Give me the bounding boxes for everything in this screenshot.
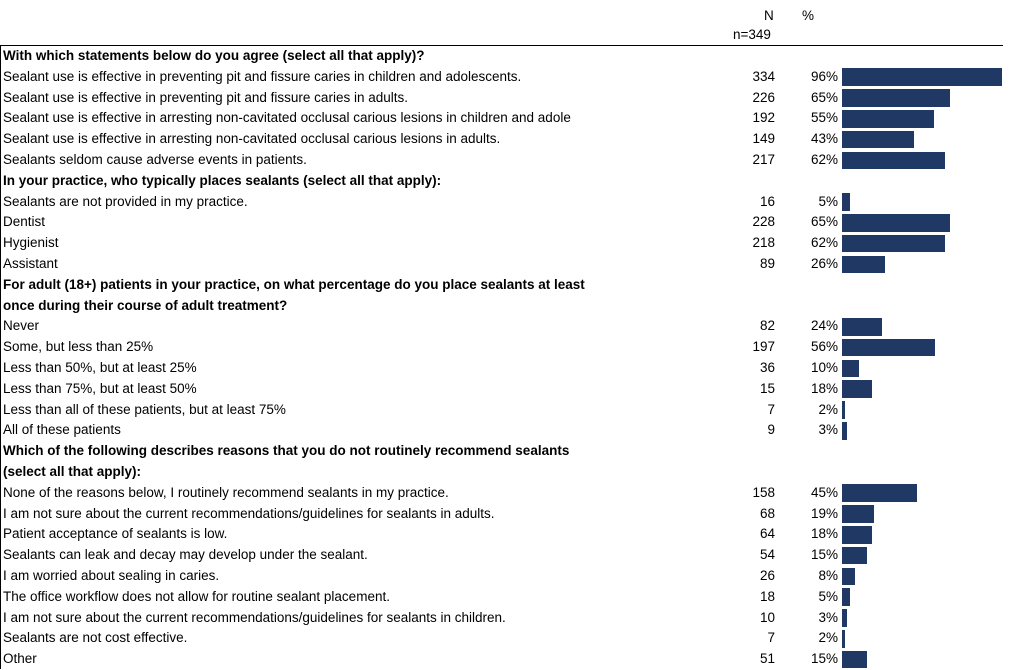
- percent-bar: [842, 505, 874, 523]
- count-value: 192: [752, 110, 775, 126]
- table-row: [0, 233, 1024, 254]
- table-row: [0, 587, 1024, 608]
- table-row: [0, 337, 1024, 358]
- percent-label: 2%: [818, 401, 838, 417]
- section-header-row: [0, 296, 1024, 317]
- percent-label: 18%: [810, 526, 838, 542]
- table-row: [0, 400, 1024, 421]
- percent-bar: [842, 526, 872, 544]
- percent-bar: [842, 193, 850, 211]
- percent-bar: [842, 152, 945, 170]
- count-value: 228: [752, 214, 775, 230]
- percent-bar: [842, 609, 847, 627]
- percent-bar: [842, 422, 847, 440]
- row-label: Less than all of these patients, but at least 75%: [3, 401, 286, 417]
- table-row: [0, 358, 1024, 379]
- row-label: Never: [3, 318, 40, 334]
- percent-label: 96%: [810, 68, 838, 84]
- section-header-row: [0, 462, 1024, 483]
- table-row: [0, 524, 1024, 545]
- percent-label: 65%: [810, 89, 838, 105]
- row-label: All of these patients: [3, 422, 121, 438]
- count-value: 51: [759, 651, 775, 667]
- count-value: 64: [759, 526, 775, 542]
- table-row: [0, 420, 1024, 441]
- table-row: [0, 108, 1024, 129]
- count-value: 15: [759, 380, 775, 396]
- percent-label: 62%: [810, 235, 838, 251]
- row-label: Some, but less than 25%: [3, 339, 154, 355]
- percent-bar: [842, 89, 950, 107]
- count-value: 7: [767, 401, 775, 417]
- percent-label: 18%: [810, 380, 838, 396]
- count-value: 82: [759, 318, 775, 334]
- percent-label: 55%: [810, 110, 838, 126]
- table-row: [0, 545, 1024, 566]
- percent-bar: [842, 131, 914, 149]
- n-column-header: N: [764, 8, 774, 23]
- percent-label: 3%: [818, 609, 838, 625]
- count-value: 197: [752, 339, 775, 355]
- row-label: Sealants seldom cause adverse events in patients.: [3, 152, 307, 167]
- row-label: I am not sure about the current recommendations/guidelines for sealants in adults.: [3, 505, 495, 521]
- row-label: Dentist: [3, 214, 46, 230]
- row-label: Other: [3, 651, 37, 667]
- percent-label: 62%: [810, 152, 838, 167]
- question-label: once during their course of adult treatment?: [3, 297, 288, 313]
- percent-bar: [842, 339, 935, 357]
- percent-bar: [842, 214, 950, 232]
- percent-bar: [842, 588, 850, 606]
- row-label: The office workflow does not allow for routine sealant placement.: [3, 588, 390, 604]
- percent-label: 24%: [810, 318, 838, 334]
- count-value: 10: [759, 609, 775, 625]
- row-label: Sealant use is effective in arresting non-cavitated occlusal carious lesions in children and adole: [3, 110, 571, 126]
- row-label: Sealant use is effective in preventing pit and fissure caries in adults.: [3, 89, 408, 105]
- percent-label: 19%: [810, 505, 838, 521]
- row-label: Patient acceptance of sealants is low.: [3, 526, 228, 542]
- count-value: 226: [752, 89, 775, 105]
- row-label: Less than 75%, but at least 50%: [3, 380, 197, 396]
- percent-bar: [842, 256, 885, 274]
- percent-bar: [842, 360, 859, 378]
- table-row: [0, 483, 1024, 504]
- table-row: [0, 504, 1024, 525]
- percent-bar: [842, 630, 845, 648]
- sample-size-label: n=349: [733, 27, 771, 42]
- count-value: 18: [759, 588, 775, 604]
- percent-label: 45%: [810, 484, 838, 500]
- percent-bar: [842, 547, 867, 565]
- percent-label: 15%: [810, 547, 838, 563]
- count-value: 334: [752, 68, 775, 84]
- row-label: Hygienist: [3, 235, 59, 251]
- count-value: 68: [759, 505, 775, 521]
- count-value: 26: [759, 568, 775, 583]
- count-value: 217: [752, 152, 775, 167]
- percent-bar: [842, 380, 872, 398]
- row-label: Assistant: [3, 256, 58, 271]
- section-header-row: [0, 275, 1024, 296]
- percent-label: 5%: [818, 588, 838, 604]
- table-row: [0, 67, 1024, 88]
- percent-bar: [842, 401, 845, 419]
- percent-bar: [842, 484, 917, 502]
- count-value: 36: [759, 360, 775, 375]
- count-value: 218: [752, 235, 775, 251]
- table-row: [0, 129, 1024, 150]
- percent-bar: [842, 235, 945, 253]
- section-header-row: [0, 46, 1024, 67]
- question-label: With which statements below do you agree (select all that apply)?: [3, 48, 425, 63]
- table-row: [0, 608, 1024, 629]
- count-value: 54: [759, 547, 775, 563]
- question-label: (select all that apply):: [3, 464, 142, 479]
- table-row: [0, 566, 1024, 587]
- row-label: Sealants are not cost effective.: [3, 630, 188, 646]
- table-row: [0, 88, 1024, 109]
- pct-column-header: %: [802, 8, 815, 23]
- row-label: I am not sure about the current recommendations/guidelines for sealants in children.: [3, 609, 506, 625]
- percent-label: 56%: [810, 339, 838, 355]
- table-row: [0, 150, 1024, 171]
- row-label: Sealant use is effective in preventing pit and fissure caries in children and adolescents.: [3, 68, 522, 84]
- percent-bar: [842, 568, 855, 586]
- question-label: Which of the following describes reasons that you do not routinely recommend sealants: [3, 443, 570, 459]
- count-value: 158: [752, 484, 775, 500]
- percent-label: 2%: [818, 630, 838, 646]
- percent-label: 65%: [810, 214, 838, 230]
- percent-label: 10%: [810, 360, 838, 375]
- percent-label: 5%: [818, 193, 838, 209]
- row-label: Sealants can leak and decay may develop under the sealant.: [3, 547, 368, 563]
- table-row: [0, 649, 1024, 670]
- percent-bar: [842, 651, 867, 669]
- count-value: 7: [767, 630, 775, 646]
- table-row: [0, 316, 1024, 337]
- count-value: 16: [759, 193, 775, 209]
- table-row: [0, 379, 1024, 400]
- percent-label: 8%: [818, 568, 838, 583]
- table-row: [0, 254, 1024, 275]
- percent-label: 43%: [810, 131, 838, 147]
- row-label: I am worried about sealing in caries.: [3, 568, 220, 583]
- percent-bar: [842, 68, 1002, 86]
- row-label: Sealant use is effective in arresting non-cavitated occlusal carious lesions in adults.: [3, 131, 501, 147]
- percent-bar: [842, 110, 934, 128]
- row-label: Sealants are not provided in my practice.: [3, 193, 248, 209]
- count-value: 149: [752, 131, 775, 147]
- percent-label: 15%: [810, 651, 838, 667]
- section-header-row: [0, 171, 1024, 192]
- row-label: Less than 50%, but at least 25%: [3, 360, 197, 375]
- question-label: In your practice, who typically places sealants (select all that apply):: [3, 172, 442, 188]
- count-value: 89: [759, 256, 775, 271]
- percent-label: 26%: [810, 256, 838, 271]
- table-row: [0, 628, 1024, 649]
- row-label: None of the reasons below, I routinely recommend sealants in my practice.: [3, 484, 449, 500]
- table-row: [0, 192, 1024, 213]
- percent-bar: [842, 318, 882, 336]
- percent-label: 3%: [818, 422, 838, 438]
- table-row: [0, 212, 1024, 233]
- count-value: 9: [767, 422, 775, 438]
- section-header-row: [0, 441, 1024, 462]
- question-label: For adult (18+) patients in your practice, on what percentage do you place sealants at least: [3, 276, 585, 292]
